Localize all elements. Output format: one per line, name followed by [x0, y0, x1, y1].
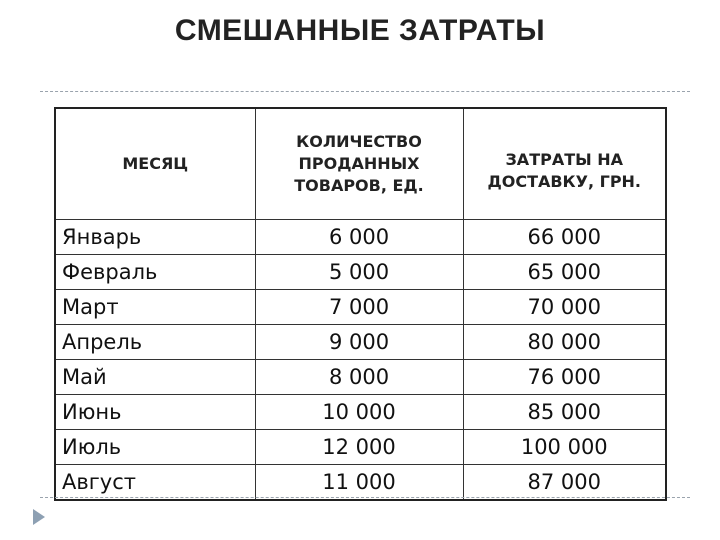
header-quantity-line1: КОЛИЧЕСТВО: [296, 132, 422, 151]
table-row: [55, 465, 666, 501]
triangle-bullet-icon: [33, 509, 45, 525]
table-row: [55, 325, 666, 360]
cell-month: Август: [55, 465, 255, 501]
header-cost: [463, 108, 666, 220]
cell-cost: 87 000: [463, 465, 666, 501]
cell-month: Март: [55, 290, 255, 325]
cell-quantity: 5 000: [255, 255, 463, 290]
cell-month: Июль: [55, 430, 255, 465]
page-title: СМЕШАННЫЕ ЗАТРАТЫ: [174, 14, 546, 47]
table-row: [55, 360, 666, 395]
header-quantity-line3: ТОВАРОВ, ЕД.: [294, 176, 424, 195]
cell-quantity: 6 000: [255, 220, 463, 255]
cell-quantity: 9 000: [255, 325, 463, 360]
top-divider: [40, 91, 690, 92]
table-row: [55, 430, 666, 465]
table-row: [55, 255, 666, 290]
costs-table: [54, 107, 667, 501]
header-month-label: МЕСЯЦ: [122, 154, 189, 173]
cell-quantity: 12 000: [255, 430, 463, 465]
cell-cost: 80 000: [463, 325, 666, 360]
cell-quantity: 10 000: [255, 395, 463, 430]
bottom-divider: [40, 497, 690, 498]
cell-cost: 100 000: [463, 430, 666, 465]
cell-quantity: 7 000: [255, 290, 463, 325]
header-cost-line1: ЗАТРАТЫ НА: [505, 150, 624, 169]
cell-cost: 65 000: [463, 255, 666, 290]
header-cost-line2: ДОСТАВКУ, ГРН.: [487, 172, 642, 191]
cell-cost: 85 000: [463, 395, 666, 430]
table-header-row: [55, 108, 666, 220]
table-row: [55, 395, 666, 430]
header-quantity-line2: ПРОДАННЫХ: [298, 154, 420, 173]
cell-quantity: 11 000: [255, 465, 463, 501]
cell-quantity: 8 000: [255, 360, 463, 395]
cell-month: Январь: [55, 220, 255, 255]
cell-month: Апрель: [55, 325, 255, 360]
cell-month: Июнь: [55, 395, 255, 430]
cell-month: Февраль: [55, 255, 255, 290]
cell-cost: 66 000: [463, 220, 666, 255]
header-quantity: [255, 108, 463, 220]
cell-cost: 76 000: [463, 360, 666, 395]
table-row: [55, 290, 666, 325]
table-row: [55, 220, 666, 255]
header-month: [55, 108, 255, 220]
cell-month: Май: [55, 360, 255, 395]
cell-cost: 70 000: [463, 290, 666, 325]
